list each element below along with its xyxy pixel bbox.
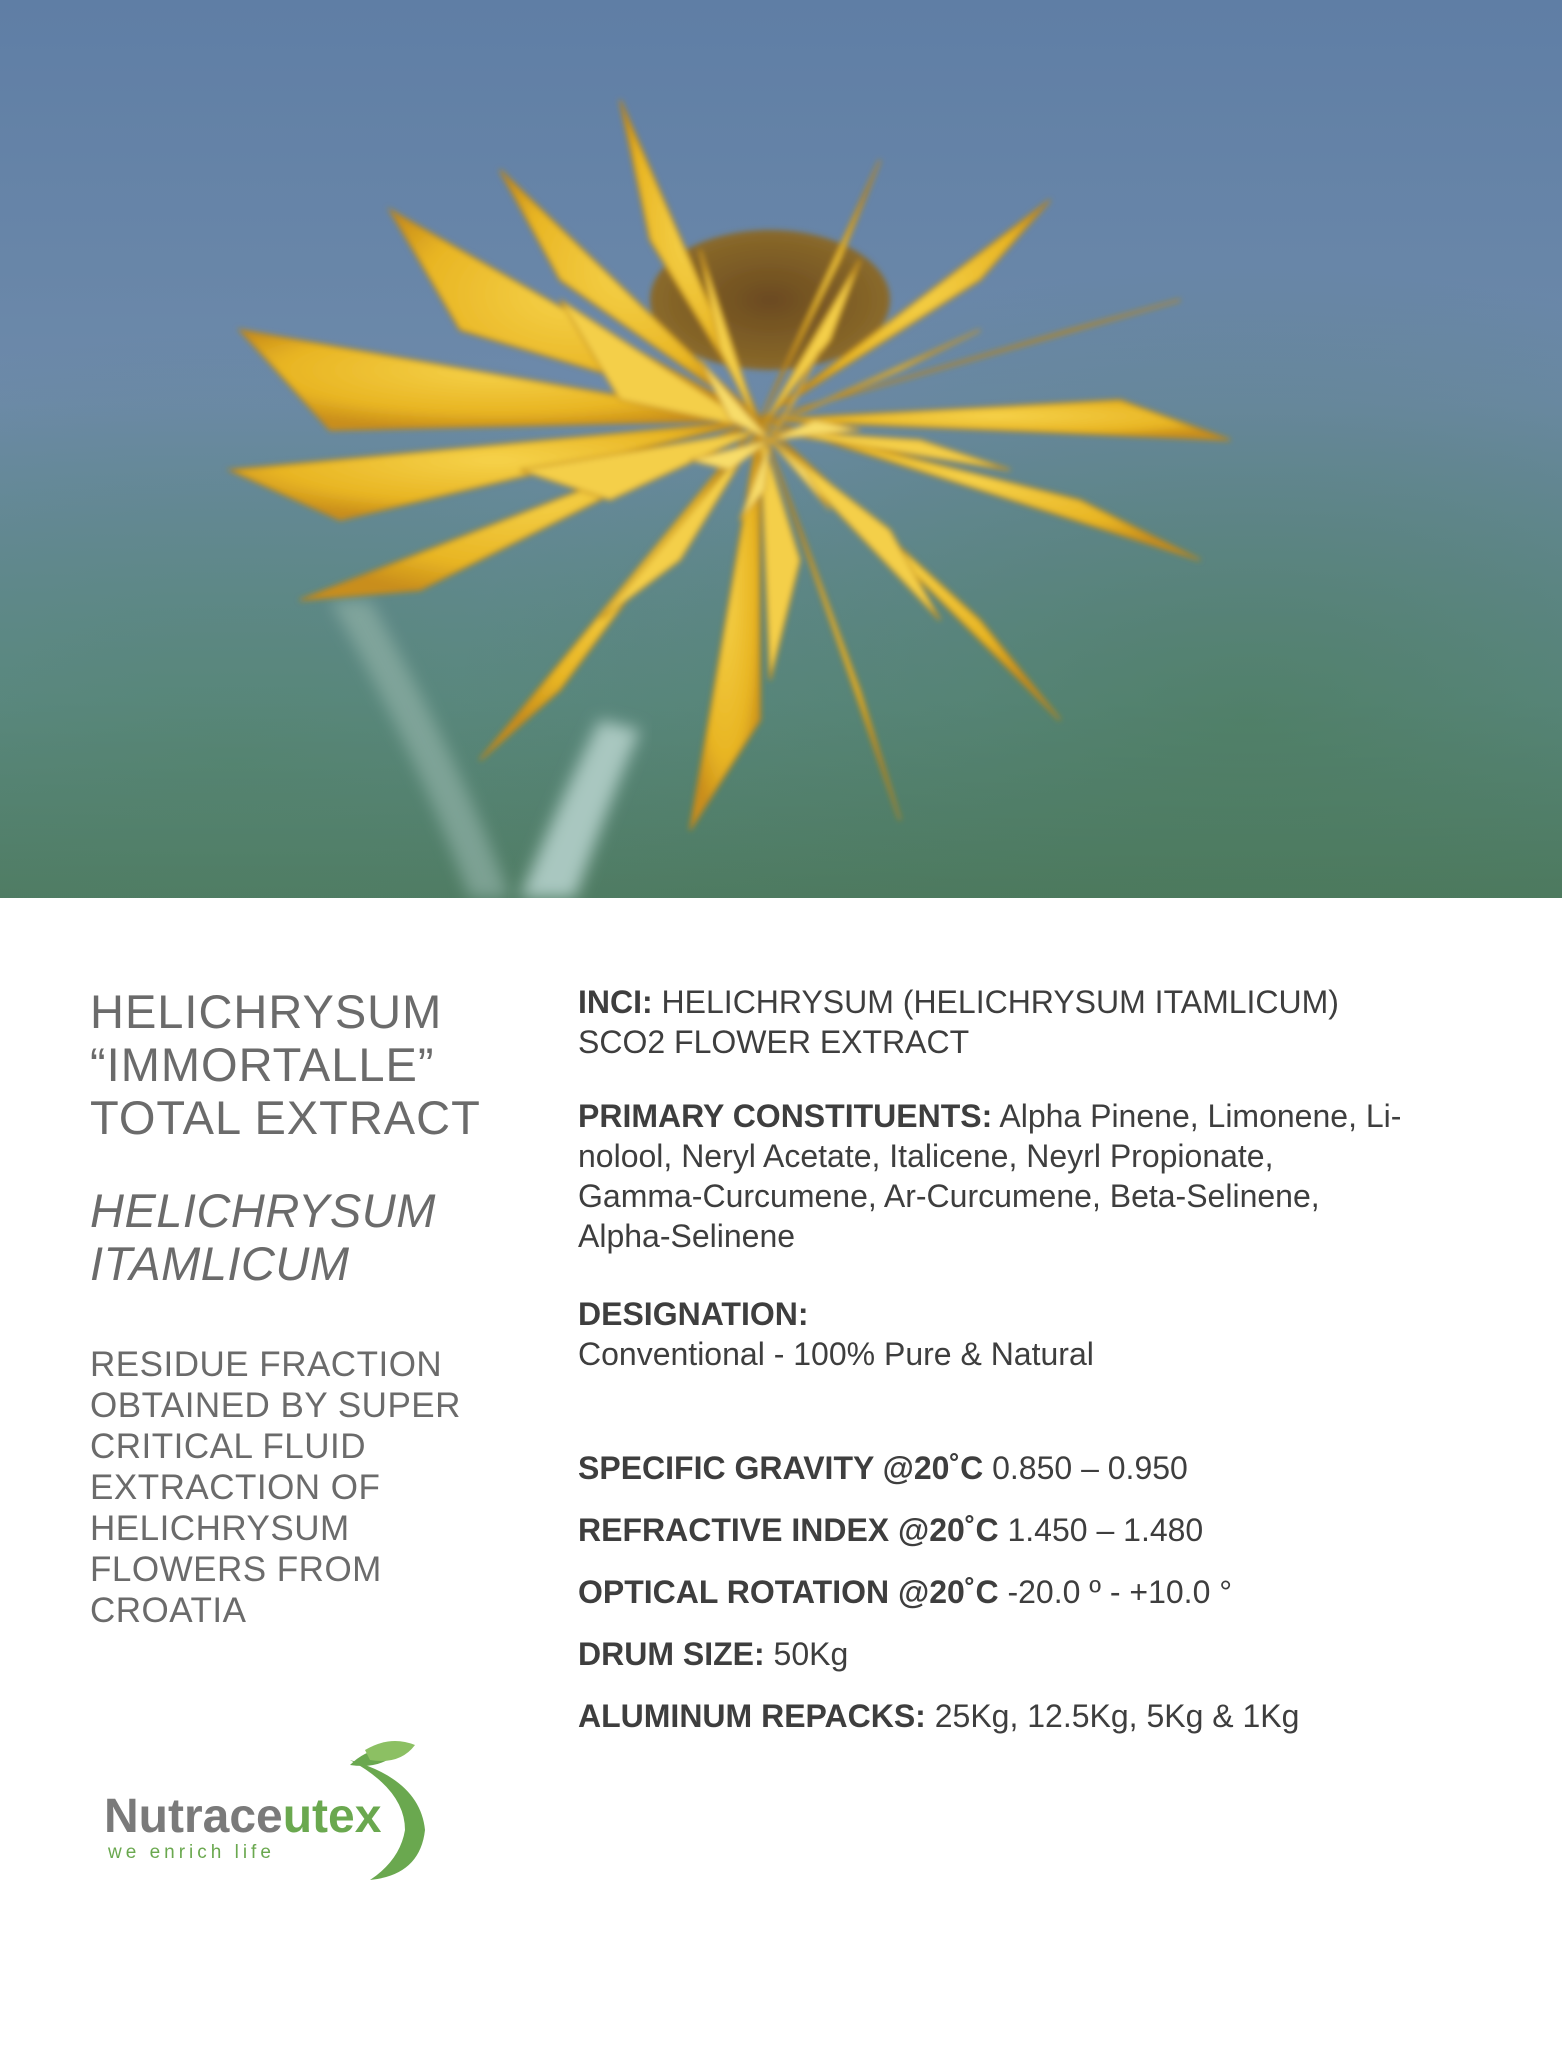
title-line: TOTAL EXTRACT xyxy=(90,1091,481,1144)
product-summary xyxy=(90,985,510,1631)
inci-line-2: SCO2 FLOWER EXTRACT xyxy=(578,1024,970,1060)
spec-value: 50Kg xyxy=(764,1636,849,1672)
spec-aluminum-repacks xyxy=(578,1696,1299,1736)
constituents-line-4: Alpha-Selinene xyxy=(578,1218,796,1254)
product-details xyxy=(578,982,1478,1374)
spec-specific-gravity xyxy=(578,1448,1299,1488)
description-line: EXTRACTION OF xyxy=(90,1468,381,1507)
spec-value: 0.850 – 0.950 xyxy=(983,1450,1188,1486)
hero-image xyxy=(0,0,1562,898)
leaf-swoosh-icon xyxy=(100,1740,440,1890)
designation-label: DESIGNATION: xyxy=(578,1296,809,1332)
product-description xyxy=(90,1344,510,1631)
spec-label: DRUM SIZE: xyxy=(578,1636,765,1672)
spec-value: 1.450 – 1.480 xyxy=(998,1512,1204,1548)
designation-block xyxy=(578,1294,1478,1374)
constituents-label: PRIMARY CONSTITUENTS: xyxy=(578,1098,993,1134)
inci-block xyxy=(578,982,1478,1062)
product-title xyxy=(90,985,510,1144)
spec-label: ALUMINUM REPACKS: xyxy=(578,1698,926,1734)
brand-wordmark-part: utex xyxy=(282,1790,382,1843)
description-line: RESIDUE FRACTION xyxy=(90,1345,443,1384)
spec-value: 25Kg, 12.5Kg, 5Kg & 1Kg xyxy=(925,1698,1300,1734)
brand-wordmark-part: Nutrace xyxy=(104,1790,283,1843)
spec-list xyxy=(578,1448,1299,1758)
constituents-value: Alpha Pinene, Limonene, Li- xyxy=(992,1098,1402,1134)
brand-tagline: we enrich life xyxy=(108,1842,275,1863)
description-line: CROATIA xyxy=(90,1591,247,1630)
description-line: FLOWERS FROM xyxy=(90,1550,382,1589)
spec-label: REFRACTIVE INDEX @20˚C xyxy=(578,1512,999,1548)
title-line: HELICHRYSUM xyxy=(90,985,443,1038)
description-line: OBTAINED BY SUPER xyxy=(90,1386,461,1425)
inci-value: HELICHRYSUM (HELICHRYSUM ITAMLICUM) xyxy=(652,984,1339,1020)
spec-label: OPTICAL ROTATION @20˚C xyxy=(578,1574,999,1610)
spec-value: -20.0 º - +10.0 ° xyxy=(998,1574,1233,1610)
latin-name xyxy=(90,1184,510,1290)
flower-illustration xyxy=(0,0,1562,898)
spec-drum-size xyxy=(578,1634,1299,1674)
constituents-block xyxy=(578,1096,1478,1256)
nutraceutex-logo xyxy=(100,1740,440,1890)
latin-line: HELICHRYSUM xyxy=(90,1184,436,1237)
latin-line: ITAMLICUM xyxy=(90,1237,350,1290)
brand-wordmark xyxy=(104,1790,382,1843)
description-line: HELICHRYSUM xyxy=(90,1509,350,1548)
description-line: CRITICAL FLUID xyxy=(90,1427,367,1466)
constituents-line-2: nolool, Neryl Acetate, Italicene, Neyrl Propionate, xyxy=(578,1138,1274,1174)
constituents-line-1 xyxy=(578,1096,1478,1136)
designation-value: Conventional - 100% Pure & Natural xyxy=(578,1336,1094,1372)
inci-label: INCI: xyxy=(578,984,653,1020)
constituents-line-3: Gamma-Curcumene, Ar-Curcumene, Beta-Selinene, xyxy=(578,1178,1320,1214)
spec-optical-rotation xyxy=(578,1572,1299,1612)
spec-refractive-index xyxy=(578,1510,1299,1550)
inci-line-1 xyxy=(578,982,1478,1022)
title-line: “IMMORTALLE” xyxy=(90,1038,435,1091)
spec-label: SPECIFIC GRAVITY @20˚C xyxy=(578,1450,984,1486)
